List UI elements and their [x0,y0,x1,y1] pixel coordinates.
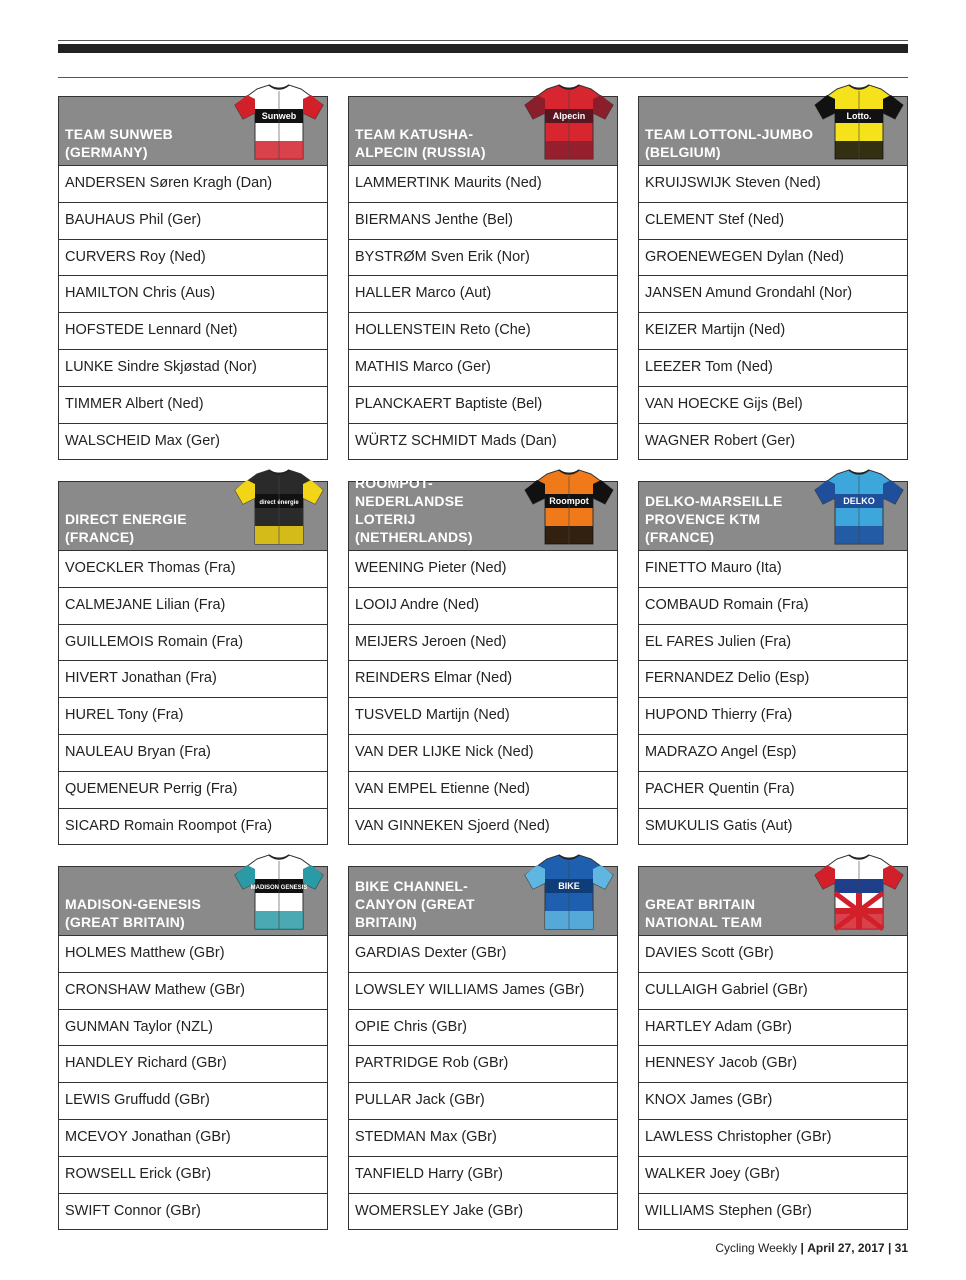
rider-row: LEWIS Gruffudd (GBr) [59,1083,327,1120]
team-name: TEAM SUNWEB (GERMANY) [65,126,173,160]
rider-row: WALSCHEID Max (Ger) [65,432,220,449]
rider-row: LOOIJ Andre (Ned) [349,588,617,625]
issue-date: April 27, 2017 [807,1241,885,1255]
rider-row: WEENING Pieter (Ned) [349,551,617,588]
team-jersey-icon [523,83,615,161]
rider-row: HAMILTON Chris (Aus) [59,276,327,313]
team-header [639,97,907,166]
rider-row: FERNANDEZ Delio (Esp) [639,661,907,698]
rider-row: KEIZER Martijn (Ned) [639,313,907,350]
rider-row: CALMEJANE Lilian (Fra) [59,588,327,625]
rider-row: LAMMERTINK Maurits (Ned) [349,166,617,203]
rider-row: QUEMENEUR Perrig (Fra) [59,772,327,809]
rider-row: VAN DER LIJKE Nick (Ned) [349,735,617,772]
team-header [59,482,327,551]
team-name: BIKE CHANNEL- CANYON (GREAT BRITAIN) [355,878,475,930]
rider-row: PARTRIDGE Rob (GBr) [349,1046,617,1083]
team-header [59,867,327,936]
rider-row: HUREL Tony (Fra) [59,698,327,735]
rider-row: HIVERT Jonathan (Fra) [59,661,327,698]
team-jersey-icon [523,853,615,931]
rider-row: MEIJERS Jeroen (Ned) [349,625,617,662]
team-name: TEAM LOTTONL-JUMBO (BELGIUM) [645,126,814,160]
rider-row: TIMMER Albert (Ned) [59,387,327,424]
team-box [638,96,908,460]
rider-row: MATHIS Marco (Ger) [349,350,617,387]
team-box [348,96,618,460]
footer-separator: | [887,1241,892,1255]
rider-row: FINETTO Mauro (Ita) [639,551,907,588]
rider-row: SICARD Romain Roompot (Fra) [65,817,273,834]
rider-row: WOMERSLEY Jake (GBr) [355,1202,524,1219]
rider-row: LOWSLEY WILLIAMS James (GBr) [349,973,617,1010]
rider-row: HENNESY Jacob (GBr) [639,1046,907,1083]
rider-row: WÜRTZ SCHMIDT Mads (Dan) [355,432,557,449]
team-box [58,481,328,845]
rider-row: VAN EMPEL Etienne (Ned) [349,772,617,809]
rider-row: JANSEN Amund Grondahl (Nor) [639,276,907,313]
rider-row: HANDLEY Richard (GBr) [59,1046,327,1083]
team-name: TEAM KATUSHA- ALPECIN (RUSSIA) [355,126,486,160]
team-header [639,867,907,936]
team-jersey-icon [233,468,325,546]
rider-row: VOECKLER Thomas (Fra) [59,551,327,588]
rider-row: SWIFT Connor (GBr) [65,1202,201,1219]
team-header [59,97,327,166]
team-jersey-icon [233,83,325,161]
rider-row: CLEMENT Stef (Ned) [639,203,907,240]
rider-row: WAGNER Robert (Ger) [645,432,796,449]
rider-row: HUPOND Thierry (Fra) [639,698,907,735]
rider-row: GUILLEMOIS Romain (Fra) [59,625,327,662]
rider-row: GARDIAS Dexter (GBr) [349,936,617,973]
team-jersey-icon [813,83,905,161]
rider-row: HOFSTEDE Lennard (Net) [59,313,327,350]
team-jersey-icon [233,853,325,931]
rider-row: LEEZER Tom (Ned) [639,350,907,387]
rider-row: BIERMANS Jenthe (Bel) [349,203,617,240]
rider-row: MCEVOY Jonathan (GBr) [59,1120,327,1157]
rider-row: VAN GINNEKEN Sjoerd (Ned) [355,817,550,834]
svg-text:MADISON GENESIS: MADISON GENESIS [250,885,308,891]
rider-row: GROENEWEGEN Dylan (Ned) [639,240,907,277]
rider-row: GUNMAN Taylor (NZL) [59,1010,327,1047]
team-box [348,475,618,845]
team-header [349,867,617,936]
rider-row: OPIE Chris (GBr) [349,1010,617,1047]
rider-row: SMUKULIS Gatis (Aut) [645,817,793,834]
team-jersey-icon [813,853,905,931]
rider-row: HARTLEY Adam (GBr) [639,1010,907,1047]
top-rule-thick [58,44,908,53]
rider-row: WALKER Joey (GBr) [639,1157,907,1194]
rider-row: REINDERS Elmar (Ned) [349,661,617,698]
rider-row: ANDERSEN Søren Kragh (Dan) [59,166,327,203]
rider-row: CURVERS Roy (Ned) [59,240,327,277]
svg-text:DELKO: DELKO [843,496,875,506]
rider-row: WILLIAMS Stephen (GBr) [645,1202,812,1219]
team-jersey-icon [813,468,905,546]
rider-row: PLANCKAERT Baptiste (Bel) [349,387,617,424]
svg-text:direct énergie: direct énergie [259,500,299,506]
svg-text:Sunweb: Sunweb [261,111,297,121]
rider-row: LUNKE Sindre Skjøstad (Nor) [59,350,327,387]
team-box [348,866,618,1230]
team-name: DELKO-MARSEILLE PROVENCE KTM (FRANCE) [645,493,783,545]
rider-row: VAN HOECKE Gijs (Bel) [639,387,907,424]
rider-row: KRUIJSWIJK Steven (Ned) [639,166,907,203]
rider-row: HOLLENSTEIN Reto (Che) [349,313,617,350]
team-header [349,475,617,551]
team-name: GREAT BRITAIN NATIONAL TEAM [645,896,763,930]
top-rule-thin [58,40,908,41]
top-rule-divider [58,77,908,78]
rider-row: COMBAUD Romain (Fra) [639,588,907,625]
page-number: 31 [894,1241,908,1255]
rider-row: PULLAR Jack (GBr) [349,1083,617,1120]
rider-row: TUSVELD Martijn (Ned) [349,698,617,735]
rider-row: PACHER Quentin (Fra) [639,772,907,809]
team-box [58,866,328,1230]
rider-row: MADRAZO Angel (Esp) [639,735,907,772]
page-footer [715,1241,908,1255]
rider-row: NAULEAU Bryan (Fra) [59,735,327,772]
rider-row: STEDMAN Max (GBr) [349,1120,617,1157]
publication-name: Cycling Weekly [715,1241,798,1255]
rider-row: EL FARES Julien (Fra) [639,625,907,662]
rider-row: CRONSHAW Mathew (GBr) [59,973,327,1010]
svg-text:Roompot: Roompot [549,496,589,506]
rider-row: BAUHAUS Phil (Ger) [59,203,327,240]
team-box [638,866,908,1230]
team-name: ROOMPOT-NEDERLANDSE LOTERIJ (NETHERLANDS) [355,475,473,545]
rider-row: BYSTRØM Sven Erik (Nor) [349,240,617,277]
rider-row: HALLER Marco (Aut) [349,276,617,313]
team-box [638,481,908,845]
rider-row: ROWSELL Erick (GBr) [59,1157,327,1194]
team-box [58,96,328,460]
svg-text:Lotto.: Lotto. [846,111,872,121]
team-name: DIRECT ENERGIE (FRANCE) [65,511,187,545]
rider-row: TANFIELD Harry (GBr) [349,1157,617,1194]
team-jersey-icon [523,468,615,546]
footer-separator: | [800,1241,804,1255]
svg-text:Alpecin: Alpecin [552,111,586,121]
rider-row: KNOX James (GBr) [639,1083,907,1120]
team-name: MADISON-GENESIS (GREAT BRITAIN) [65,896,202,930]
rider-row: CULLAIGH Gabriel (GBr) [639,973,907,1010]
rider-row: DAVIES Scott (GBr) [639,936,907,973]
team-header [349,97,617,166]
svg-text:BIKE: BIKE [558,881,580,891]
rider-row: LAWLESS Christopher (GBr) [639,1120,907,1157]
team-header [639,482,907,551]
rider-row: HOLMES Matthew (GBr) [59,936,327,973]
